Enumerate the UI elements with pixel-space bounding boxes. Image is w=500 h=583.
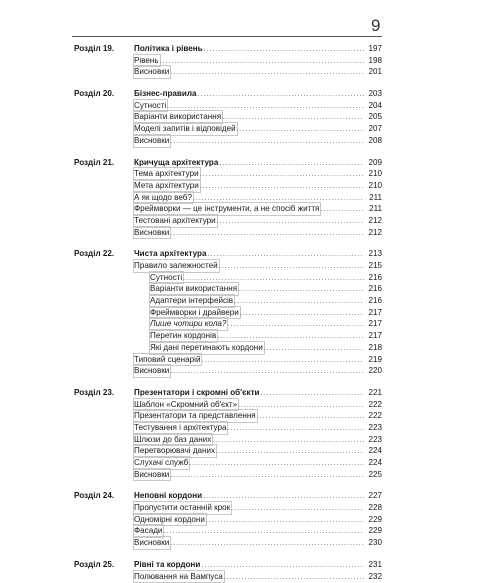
toc-entry-text: Перетворювачі даних — [134, 445, 216, 457]
chapter-title-text: Неповні кордони — [134, 490, 203, 502]
toc-entry-page: 207 — [364, 123, 382, 135]
toc-entry-page: 198 — [364, 55, 382, 67]
chapter-title-page: 203 — [364, 88, 382, 100]
toc-entry — [72, 469, 382, 481]
toc-entry-page: 217 — [364, 330, 382, 342]
toc-entry-page: 205 — [364, 111, 382, 123]
toc-entry-text: Фреймворки і драйвери — [150, 307, 240, 319]
dot-leader — [170, 538, 364, 550]
toc-entry-page: 223 — [364, 434, 382, 446]
chapter-title-page: 221 — [364, 387, 382, 399]
toc-chapter — [72, 43, 382, 78]
toc-entry-text: Фреймворки — це інструменти, а не спосіб життя — [134, 203, 320, 215]
toc-entry — [72, 537, 382, 549]
toc-entry-page: 211 — [364, 203, 382, 215]
toc-entry — [72, 410, 382, 422]
toc-entry-page: 216 — [364, 272, 382, 284]
toc-entry-page: 222 — [364, 399, 382, 411]
toc-entry-text: Рівень — [134, 55, 160, 67]
toc-entry-text: Слухачі служб — [134, 457, 189, 469]
toc-entry-page: 211 — [364, 192, 382, 204]
chapter-title-text: Політика і рівень — [134, 43, 204, 55]
toc-entry-text: Висновки — [134, 365, 170, 377]
dot-leader — [170, 67, 364, 79]
toc-entry-text: Варіанти використання — [150, 283, 238, 295]
toc-entry-page: 216 — [364, 283, 382, 295]
toc-entry-text: Презентатори та представлення — [134, 410, 257, 422]
toc-entry-text: Лише чотири кола? — [150, 318, 227, 330]
toc-entry-text: Полювання на Вампуса — [134, 571, 224, 583]
toc-entry-text: Пропустити останній крок — [134, 502, 231, 514]
toc-chapter — [72, 490, 382, 548]
toc-entry-page: 222 — [364, 410, 382, 422]
toc-entry-text: Висновки — [134, 66, 170, 78]
toc-entry-page: 208 — [364, 135, 382, 147]
toc-chapter — [72, 387, 382, 481]
toc-entry-page: 224 — [364, 445, 382, 457]
chapter-label: Розділ 24. — [74, 490, 114, 502]
chapter-title-text: Кричуща архітектура — [134, 157, 219, 169]
chapter-title-text: Рівні та кордони — [134, 559, 201, 571]
toc-entry — [72, 514, 382, 526]
toc-entry — [72, 445, 382, 457]
toc-entry-page: 204 — [364, 100, 382, 112]
toc-entry — [72, 571, 382, 583]
toc-entry-text: Висновки — [134, 227, 170, 239]
chapter-title — [72, 387, 382, 399]
toc-entry-page: 210 — [364, 168, 382, 180]
toc-chapter — [72, 88, 382, 146]
toc-entry — [72, 215, 382, 227]
chapter-title-page: 197 — [364, 43, 382, 55]
toc-entry — [72, 434, 382, 446]
toc-entry — [72, 180, 382, 192]
toc-chapter — [72, 248, 382, 377]
dot-leader — [170, 228, 364, 240]
toc-entry-text: Фасади — [134, 525, 163, 537]
toc-entry-text: Висновки — [134, 135, 170, 147]
toc-entry-text: Адаптери інтерфейсів — [150, 295, 234, 307]
toc-entry — [72, 260, 382, 272]
chapter-title — [72, 88, 382, 100]
table-of-contents — [72, 43, 382, 582]
toc-entry-text: Шаблон «Скромний об'єкт» — [134, 399, 238, 411]
toc-entry — [72, 168, 382, 180]
toc-entry-page: 217 — [364, 318, 382, 330]
toc-entry — [72, 192, 382, 204]
chapter-title-page: 209 — [364, 157, 382, 169]
toc-entry-text: Шлюзи до баз даних — [134, 434, 212, 446]
toc-entry — [72, 135, 382, 147]
toc-entry — [72, 272, 382, 284]
toc-entry-page: 220 — [364, 365, 382, 377]
toc-entry-text: Мета архітектури — [134, 180, 200, 192]
toc-entry-text: Тестовані архітектури — [134, 215, 217, 227]
toc-entry-text: Моделі запитів і відповідей — [134, 123, 237, 135]
toc-entry-text: Правило залежностей — [134, 260, 219, 272]
toc-entry-text: А як щодо веб? — [134, 192, 193, 204]
toc-entry-page: 212 — [364, 215, 382, 227]
toc-entry-page: 223 — [364, 422, 382, 434]
dot-leader — [170, 366, 364, 378]
chapter-title — [72, 43, 382, 55]
toc-entry-text: Сутності — [134, 100, 167, 112]
toc-entry-page: 212 — [364, 227, 382, 239]
dot-leader — [170, 136, 364, 148]
toc-entry-page: 224 — [364, 457, 382, 469]
toc-entry-page: 230 — [364, 537, 382, 549]
chapter-label: Розділ 23. — [74, 387, 114, 399]
chapter-title-page: 231 — [364, 559, 382, 571]
toc-entry — [72, 123, 382, 135]
toc-chapter — [72, 157, 382, 239]
toc-entry-text: Сутності — [150, 272, 183, 284]
toc-entry-page: 228 — [364, 502, 382, 514]
header-rule — [72, 36, 382, 37]
toc-entry-text: Типовий сценарій — [134, 354, 201, 366]
toc-entry — [72, 422, 382, 434]
toc-entry-page: 225 — [364, 469, 382, 481]
toc-entry — [72, 66, 382, 78]
chapter-label: Розділ 19. — [74, 43, 114, 55]
toc-entry — [72, 457, 382, 469]
toc-entry — [72, 399, 382, 411]
toc-entry — [72, 55, 382, 67]
chapter-title-text: Бізнес-правила — [134, 88, 198, 100]
toc-entry-page: 219 — [364, 354, 382, 366]
toc-entry — [72, 111, 382, 123]
chapter-label: Розділ 22. — [74, 248, 114, 260]
toc-entry-page: 232 — [364, 571, 382, 583]
chapter-title — [72, 248, 382, 260]
toc-entry-page: 201 — [364, 66, 382, 78]
toc-entry-text: Одномірні кордони — [134, 514, 206, 526]
toc-entry-text: Висновки — [134, 469, 170, 481]
toc-entry — [72, 502, 382, 514]
toc-entry-text: Тема архітектури — [134, 168, 200, 180]
toc-chapter — [72, 559, 382, 582]
toc-entry-page: 210 — [364, 180, 382, 192]
toc-entry — [72, 227, 382, 239]
chapter-title — [72, 157, 382, 169]
chapter-label: Розділ 20. — [74, 88, 114, 100]
toc-entry-text: Варіанти використання — [134, 111, 222, 123]
chapter-title — [72, 490, 382, 502]
chapter-title — [72, 559, 382, 571]
toc-entry — [72, 203, 382, 215]
toc-entry-text: Які дані перетинають кордони — [150, 342, 264, 354]
toc-entry — [72, 525, 382, 537]
toc-entry-page: 215 — [364, 260, 382, 272]
page-number: 9 — [371, 16, 380, 36]
toc-entry — [72, 330, 382, 342]
toc-entry-text: Висновки — [134, 537, 170, 549]
toc-entry — [72, 354, 382, 366]
chapter-title-page: 213 — [364, 248, 382, 260]
toc-entry — [72, 283, 382, 295]
toc-entry — [72, 318, 382, 330]
toc-entry-page: 229 — [364, 514, 382, 526]
toc-entry-text: Тестування і архітектура — [134, 422, 227, 434]
toc-entry — [72, 342, 382, 354]
chapter-label: Розділ 25. — [74, 559, 114, 571]
toc-entry-page: 218 — [364, 342, 382, 354]
toc-entry-page: 229 — [364, 525, 382, 537]
dot-leader — [170, 470, 364, 482]
toc-entry-page: 216 — [364, 295, 382, 307]
toc-entry — [72, 100, 382, 112]
toc-entry-text: Перетин кордонів — [150, 330, 217, 342]
toc-entry-page: 217 — [364, 307, 382, 319]
chapter-title-page: 227 — [364, 490, 382, 502]
toc-entry — [72, 307, 382, 319]
chapter-title-text: Презентатори і скромні об'єкти — [134, 387, 261, 399]
toc-entry — [72, 295, 382, 307]
chapter-label: Розділ 21. — [74, 157, 114, 169]
toc-entry — [72, 365, 382, 377]
dot-leader — [224, 572, 364, 583]
chapter-title-text: Чиста архітектура — [134, 248, 208, 260]
